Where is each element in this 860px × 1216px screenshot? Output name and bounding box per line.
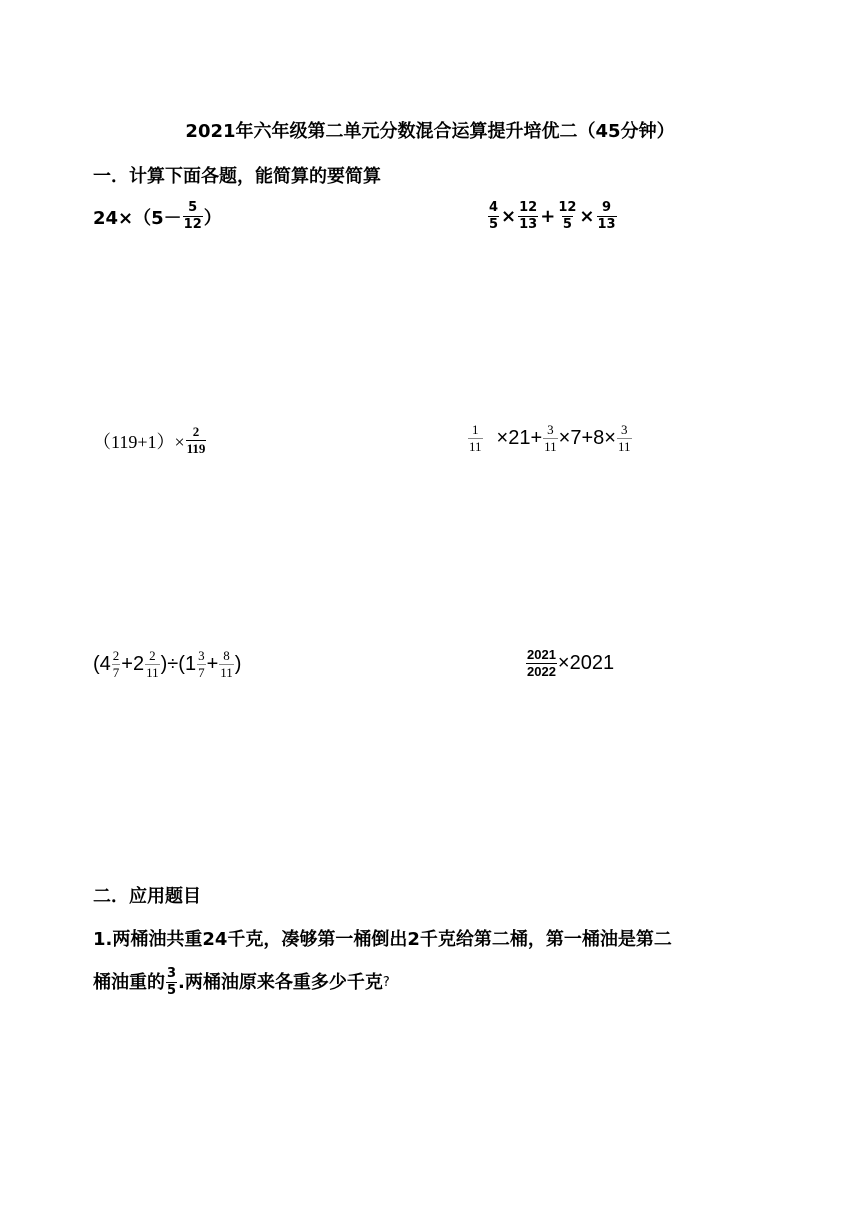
numerator: 3 (547, 422, 554, 437)
problem-1 (93, 200, 222, 233)
denominator: 13 (597, 217, 616, 232)
question-1-text-a: 桶油重的 (93, 971, 165, 993)
denominator: 5 (489, 217, 499, 232)
problem-2 (487, 200, 618, 233)
fraction (468, 422, 483, 455)
problem-3 (93, 424, 207, 457)
numerator: 8 (223, 648, 230, 663)
problem-5-part-d: + (206, 653, 219, 675)
problem-5-part-c: )÷(1 (160, 653, 197, 675)
problem-3-part-a: （119+1）× (93, 431, 185, 452)
numerator: 9 (602, 200, 612, 215)
fraction (166, 966, 177, 999)
numerator: 2 (149, 648, 156, 663)
problem-5 (93, 648, 241, 681)
question-mark: ? (382, 974, 390, 990)
numerator: 1 (472, 422, 479, 437)
denominator: 7 (198, 665, 205, 680)
page-title: 2021年六年级第二单元分数混合运算提升培优二（45分钟） (185, 121, 675, 142)
problem-6 (525, 647, 614, 680)
problem-4 (467, 422, 633, 455)
numerator: 12 (519, 200, 538, 215)
denominator: 11 (220, 665, 233, 680)
fraction (518, 200, 538, 233)
fraction (557, 200, 577, 233)
fraction (145, 648, 160, 681)
denominator: 11 (469, 439, 482, 454)
fraction (488, 200, 499, 233)
denominator: 119 (186, 441, 206, 456)
question-1-text-b: .两桶油原来各重多少千克 (178, 971, 383, 993)
denominator: 5 (562, 217, 572, 232)
fraction (183, 200, 203, 233)
question-1-line-1: 1.两桶油共重24千克，凑够第一桶倒出2千克给第二桶，第一桶油是第二 (93, 929, 672, 950)
problem-1-part-a: 24×（5－ (93, 207, 182, 229)
operator: × (579, 206, 595, 227)
problem-4-part-b: ×7+8× (558, 427, 616, 449)
question-1-line-2 (93, 966, 390, 999)
fraction (543, 422, 558, 455)
problem-4-part-a: ×21+ (496, 427, 543, 449)
numerator: 3 (167, 966, 177, 981)
numerator: 12 (558, 200, 577, 215)
problem-5-part-b: +2 (121, 653, 145, 675)
numerator: 2 (192, 424, 200, 439)
fraction (112, 648, 121, 681)
numerator: 4 (489, 200, 499, 215)
denominator: 11 (544, 439, 557, 454)
denominator: 12 (183, 217, 202, 232)
problem-1-part-b: ） (203, 207, 222, 229)
denominator: 11 (617, 439, 631, 454)
numerator: 3 (620, 422, 628, 437)
problem-5-part-e: ) (234, 653, 242, 675)
problem-6-part-a: ×2021 (557, 652, 615, 674)
fraction (197, 648, 206, 681)
operator: × (501, 206, 517, 227)
numerator: 2 (112, 648, 120, 663)
denominator: 7 (112, 665, 120, 680)
denominator: 13 (519, 217, 538, 232)
section1-heading: 一．计算下面各题，能简算的要简算 (93, 166, 381, 187)
numerator: 2021 (527, 647, 556, 662)
operator: + (540, 206, 556, 227)
numerator: 5 (188, 200, 198, 215)
fraction (617, 422, 632, 455)
fraction (597, 200, 617, 233)
numerator: 3 (198, 648, 205, 663)
denominator: 2022 (527, 664, 556, 679)
fraction (186, 424, 207, 457)
problem-5-part-a: (4 (93, 653, 111, 675)
denominator: 11 (146, 665, 159, 680)
denominator: 5 (167, 983, 177, 998)
section2-heading: 二．应用题目 (93, 886, 201, 907)
fraction (526, 647, 557, 680)
fraction (219, 648, 234, 681)
